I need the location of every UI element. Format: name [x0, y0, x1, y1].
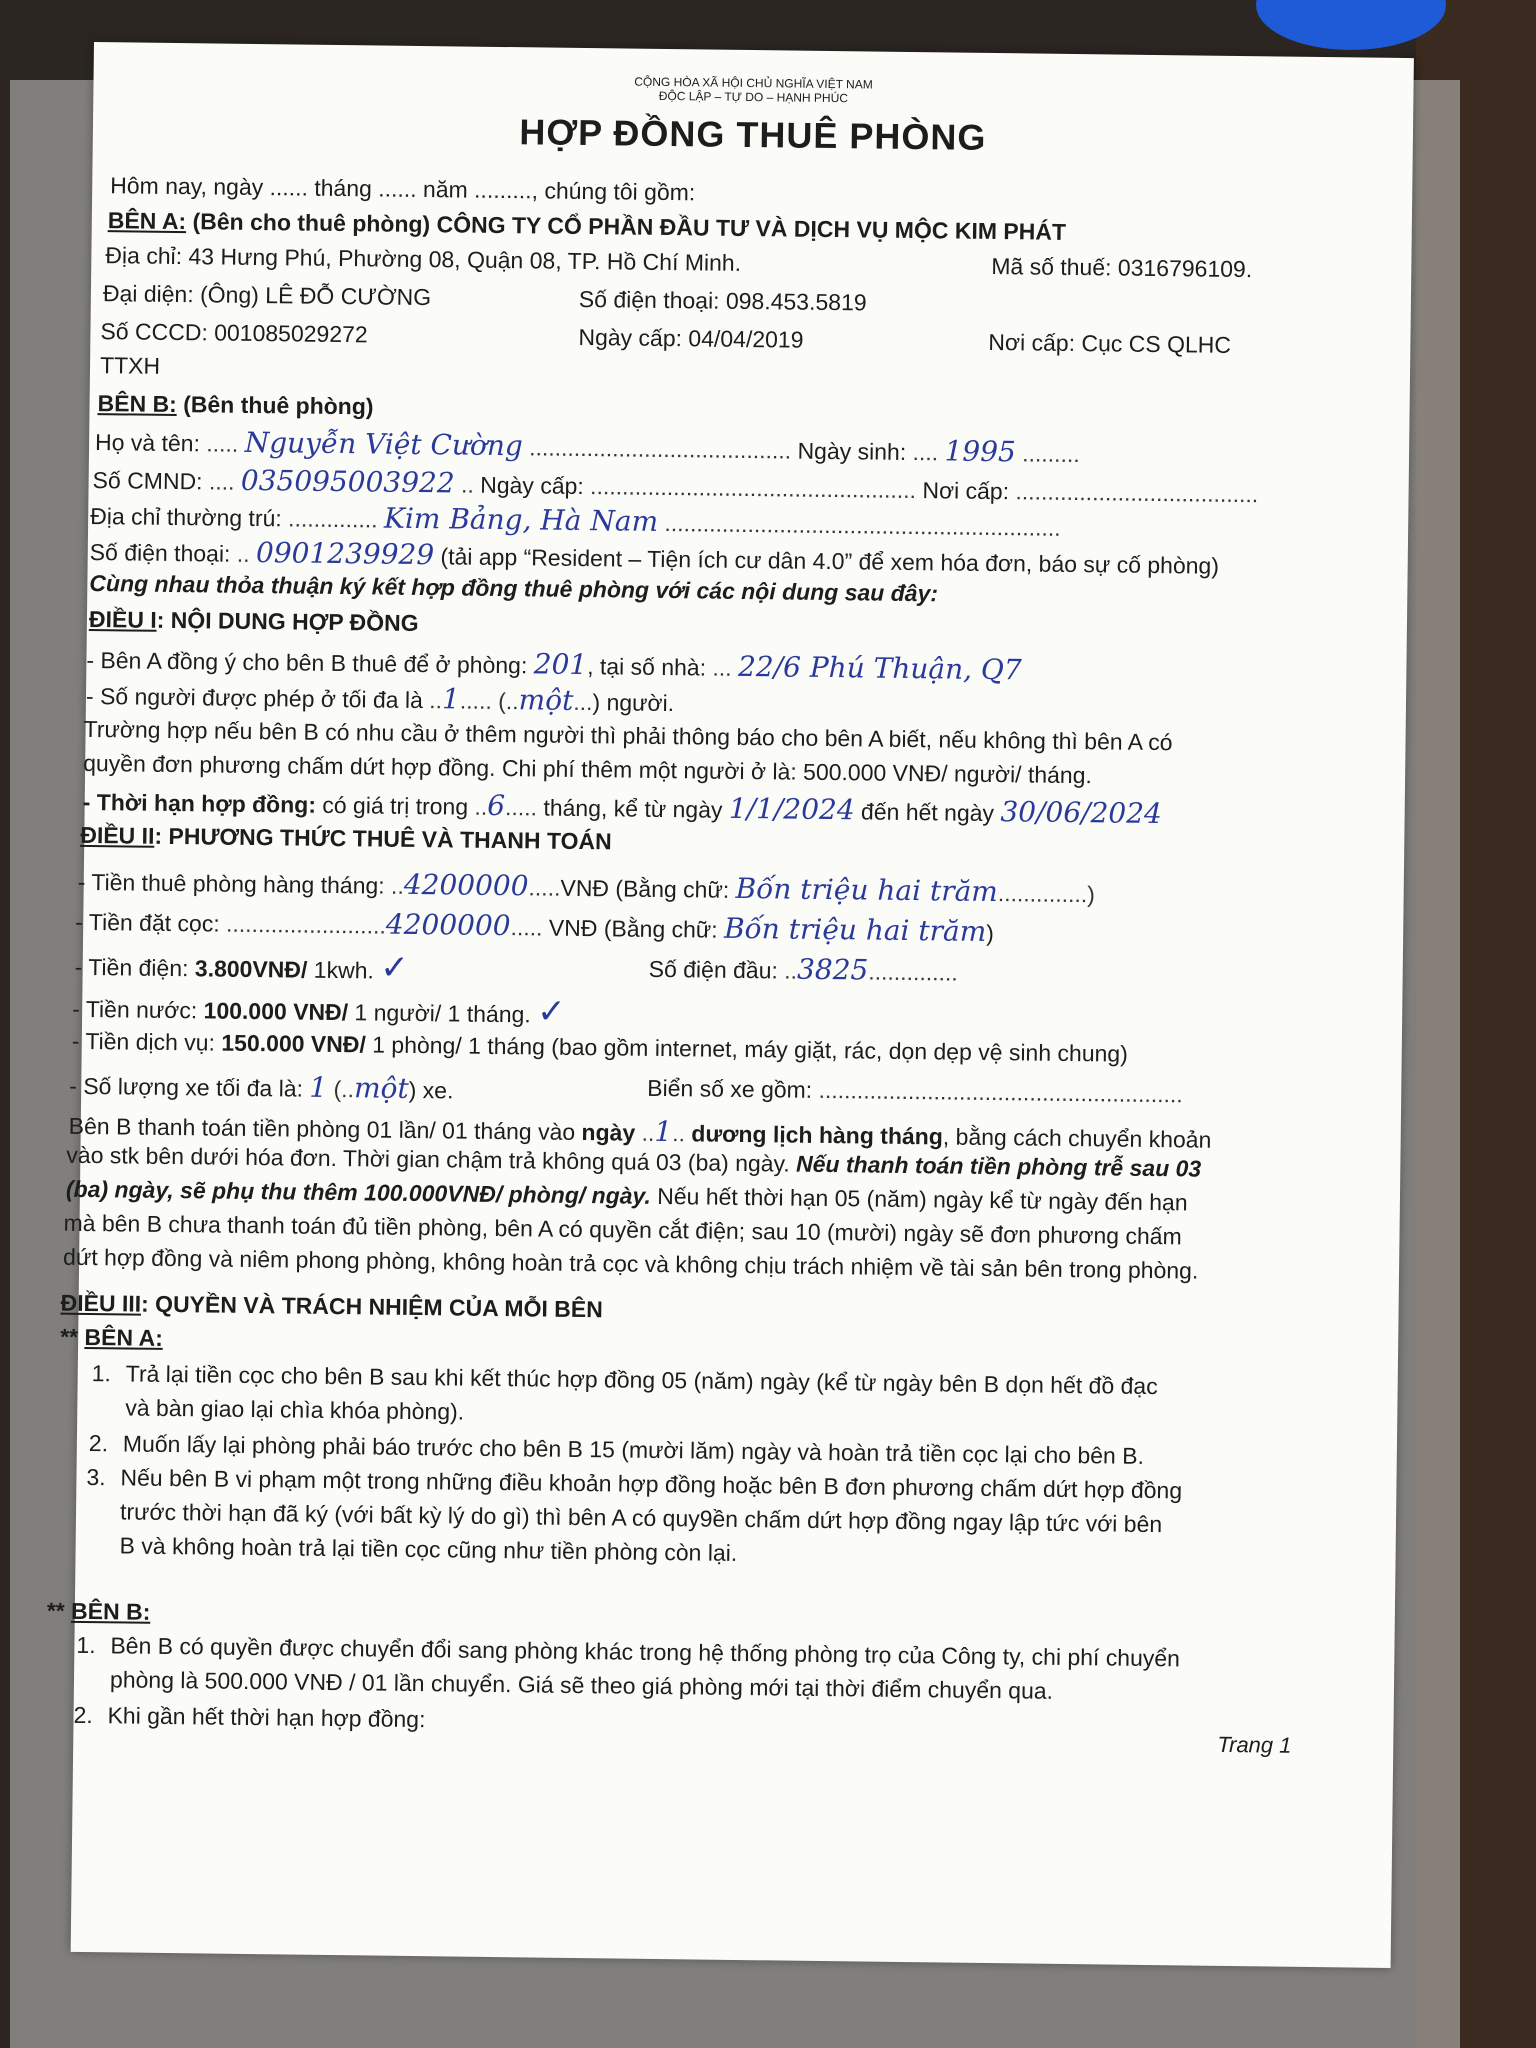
rent-label: - Tiền thuê phòng hàng tháng: [77, 868, 385, 899]
vehicles-row: - Số lượng xe tối đa là: 1 (..một) xe. [69, 1070, 454, 1105]
room-label: - Bên A đồng ý cho bên B thuê để ở phòng: [86, 646, 528, 679]
phone-note: (tải app “Resident – Tiện ích cư dân 4.0” để xem hóa đơn, báo sự cố phòng) [440, 543, 1220, 579]
b2-line-1: Khi gần hết thời hạn hợp đồng: [107, 1702, 426, 1733]
rent-words-label: VNĐ (Bằng chữ: [560, 874, 730, 903]
people-handwritten: 1 [441, 682, 461, 716]
checkmark-icon: ✓ [380, 948, 410, 987]
dob-label: Ngày sinh: [797, 437, 907, 465]
service-label: - Tiền dịch vụ: [71, 1027, 216, 1056]
motto: ĐỘC LẬP – TỰ DO – HẠNH PHÚC [658, 88, 849, 106]
electricity-label: - Tiền điện: [74, 953, 189, 982]
people-suffix: ) người. [592, 689, 675, 717]
term-from: tháng, kể từ ngày [543, 794, 723, 823]
rent-handwritten: 4200000 [403, 867, 529, 903]
a1-line-1: Trả lại tiền cọc cho bên B sau khi kết thúc hợp đồng 05 (năm) ngày (kể từ ngày bên B dọn hết đồ đạc [125, 1360, 1158, 1400]
payment-text: Bên B thanh toán tiền phòng 01 lần/ 01 tháng vào [68, 1112, 576, 1145]
b1-line-1: Bên B có quyền được chuyển đổi sang phòng khác trong hệ thống phòng trọ của Công ty, chi phí chuyển [110, 1632, 1181, 1672]
article-2-num: ĐIỀU II [80, 821, 155, 849]
water-row [72, 986, 566, 1032]
room-row: - Bên A đồng ý cho bên B thuê để ở phòng: 201, tại số nhà: ... 22/6 Phú Thuận, Q7 [86, 646, 1022, 687]
a2-line-1: Muốn lấy lại phòng phải báo trước cho bên B 15 (mười lăm) ngày và hoàn trả tiền cọc lại cho bên B. [122, 1430, 1145, 1469]
payment-line-1: Bên B thanh toán tiền phòng 01 lần/ 01 tháng vào ngày ..1.. dương lịch hàng tháng, bằng cách chuyển khoản [68, 1112, 1212, 1153]
address-handwritten: Kim Bảng, Hà Nam [383, 501, 659, 538]
party-a-issue-place-cont: TTXH [99, 352, 161, 379]
term-row: - Thời hạn hợp đồng: có giá trị trong ..6..... tháng, kể từ ngày 1/1/2024 đến hết ngày 30/06/2024 [82, 788, 1163, 831]
b1-num: 1. [76, 1631, 96, 1659]
payment-text: dương lịch hàng tháng [691, 1120, 944, 1150]
plates-label: Biển số xe gồm: [647, 1074, 813, 1103]
party-a-section-label: BÊN A: [84, 1323, 164, 1351]
case-line-1: Trường hợp nếu bên B có nhu cầu ở thêm người thì phải thông báo cho bên A biết, nếu không thì bên A có [83, 715, 1173, 756]
term-text: có giá trị trong [322, 791, 469, 820]
payment-text: Nếu hết thời hạn 05 (năm) ngày kể từ ngày đến hạn [657, 1182, 1188, 1216]
party-a-section: ** BÊN A: [60, 1323, 164, 1351]
article-2-heading [80, 822, 612, 855]
party-a-label: BÊN A: [107, 207, 187, 235]
page-title: HỢP ĐỒNG THUÊ PHÒNG [519, 111, 987, 158]
payday-handwritten: 1 [654, 1114, 673, 1149]
intro-line: Hôm nay, ngày ...... tháng ...... năm ........., chúng tôi gồm: [110, 172, 696, 206]
term-to: đến hết ngày [860, 798, 995, 827]
party-a-phone: Số điện thoại: 098.453.5819 [578, 285, 867, 316]
phone-handwritten: 0901239929 [255, 536, 435, 572]
service-value: 150.000 VNĐ/ [221, 1029, 366, 1058]
party-b-phone-row: Số điện thoại: .. 0901239929 (tải app “Resident – Tiện ích cư dân 4.0” để xem hóa đơn, báo sự cố phòng) [89, 536, 1220, 579]
party-b-desc: (Bên thuê phòng) [183, 391, 374, 420]
payment-text: , bằng cách chuyển khoản [942, 1123, 1212, 1153]
agreement-line: Cùng nhau thỏa thuận ký kết hợp đồng thuê phòng với các nội dung sau đây: [89, 569, 939, 607]
a2-num: 2. [88, 1430, 109, 1457]
water-unit: 1 người/ 1 tháng. [354, 999, 531, 1028]
meter-handwritten: 3825 [796, 952, 869, 987]
case-line-2: quyền đơn phương chấm dứt hợp đồng. Chi phí thêm một người ở là: 500.000 VNĐ/ người/ tháng. [83, 749, 1093, 789]
party-a-issue-date: Ngày cấp: 04/04/2019 [578, 323, 804, 353]
party-a-address: Địa chỉ: 43 Hưng Phú, Phường 08, Quận 08, TP. Hồ Chí Minh. [105, 242, 742, 276]
party-a-line [108, 207, 1066, 246]
dob-handwritten: 1995 [944, 434, 1017, 469]
rent-words-handwritten: Bốn triệu hai trăm [735, 871, 999, 909]
id-handwritten: 035095003922 [240, 463, 455, 500]
term-end-handwritten: 30/06/2024 [1000, 795, 1163, 831]
water-value: 100.000 VNĐ/ [203, 997, 349, 1026]
party-a-id: Số CCCD: 001085029272 [100, 318, 368, 348]
payment-text: ngày [581, 1119, 636, 1146]
party-b-label: BÊN B: [97, 390, 177, 418]
a1-num: 1. [91, 1360, 112, 1387]
electricity-value: 3.800VNĐ/ [194, 955, 308, 983]
payment-line-4: mà bên B chưa thanh toán đủ tiền phòng, bên A có quyền cắt điện; sau 10 (mười) ngày sẽ đơn phương chấm [63, 1209, 1182, 1250]
a3-num: 3. [86, 1464, 106, 1491]
id-label: Số CMND: [92, 467, 203, 495]
party-b-name-row: Họ và tên: ..... Nguyễn Việt Cường ......................................... Ngày sinh: .... 1995 ......... [94, 425, 1080, 469]
phone-label: Số điện thoại: [89, 538, 231, 567]
name-handwritten: Nguyễn Việt Cường [244, 425, 524, 463]
page-number: Trang 1 [1217, 1731, 1292, 1758]
electricity-unit: 1kwh. [313, 956, 375, 984]
name-label: Họ và tên: [94, 429, 201, 457]
term-label: - Thời hạn hợp đồng: [82, 788, 317, 818]
article-3-heading [60, 1290, 603, 1324]
party-b-id-row: Số CMND: .... 035095003922 .. Ngày cấp: ................................................... Nơi cấp: ...................................... [92, 463, 1259, 508]
b2-num: 2. [73, 1701, 93, 1729]
deposit-row: - Tiền đặt cọc: .........................4200000..... VNĐ (Bằng chữ: Bốn triệu hai trăm) [75, 907, 995, 948]
vehicles-label: - Số lượng xe tối đa là: [69, 1072, 304, 1102]
rent-row: - Tiền thuê phòng hàng tháng: ..4200000.....VNĐ (Bằng chữ: Bốn triệu hai trăm..............) [77, 867, 1096, 909]
a3-line-3: B và không hoàn trả lại tiền cọc cũng như tiền phòng còn lại. [119, 1532, 738, 1566]
service-unit: 1 phòng/ 1 tháng (bao gồm internet, máy giặt, rác, dọn dẹp vệ sinh chung) [372, 1031, 1128, 1067]
payment-line-3 [66, 1176, 1188, 1217]
room-handwritten: 201 [533, 647, 588, 682]
party-b-section: ** BÊN B: [46, 1597, 151, 1625]
contract-page [46, 42, 1414, 1968]
party-a-tax: Mã số thuế: 0316796109. [991, 252, 1253, 283]
b1-line-2: phòng là 500.000 VNĐ / 01 lần chuyển. Giá sẽ theo giá phòng mới tại thời điểm chuyển qua. [109, 1666, 1054, 1704]
service-row [72, 1028, 1128, 1068]
payment-text: (ba) ngày, sẽ phụ thu thêm 100.000VNĐ/ phòng/ ngày. [65, 1175, 651, 1209]
house-label: , tại số nhà: [587, 653, 707, 681]
meter-row: Số điện đầu: ..3825.............. [648, 952, 958, 987]
term-months-handwritten: 6 [487, 788, 506, 823]
article-3-title: : QUYỀN VÀ TRÁCH NHIỆM CỦA MỖI BÊN [140, 1290, 603, 1323]
deposit-handwritten: 4200000 [385, 907, 511, 943]
plates-row: Biển số xe gồm: ......................................................... [647, 1074, 1183, 1108]
payment-line-5: dứt hợp đồng và niêm phong phòng, không hoàn trả cọc và không chịu trách nhiệm về tài sản bên trong phòng. [62, 1243, 1199, 1284]
payment-text: vào stk bên dưới hóa đơn. Thời gian chậm trả không quá 03 (ba) ngày. [66, 1141, 790, 1177]
vehicles-handwritten: 1 [309, 1070, 328, 1104]
party-a-desc: (Bên cho thuê phòng) CÔNG TY CỔ PHẦN ĐẦU TƯ VÀ DỊCH VỤ MỘC KIM PHÁT [192, 208, 1067, 245]
article-1-heading [89, 606, 419, 637]
a3-line-2: trước thời hạn đã ký (với bất kỳ lý do gì) thì bên A có quy9ền chấm dứt hợp đồng ngay lập tức với bên [119, 1498, 1163, 1538]
deposit-words-label: VNĐ (Bằng chữ: [548, 914, 718, 943]
people-label: - Số người được phép ở tối đa là [85, 682, 424, 714]
meter-label: Số điện đầu: [648, 955, 779, 984]
house-handwritten: 22/6 Phú Thuận, Q7 [737, 649, 1022, 687]
a3-line-1: Nếu bên B vi phạm một trong những điều khoản hợp đồng hoặc bên B đơn phương chấm dứt hợp đồng [120, 1464, 1183, 1504]
party-a-issue-place: Nơi cấp: Cục CS QLHC [988, 328, 1232, 358]
people-row: - Số người được phép ở tối đa là ..1..... (..một...) người. [85, 682, 675, 717]
article-2-title: : PHƯƠNG THỨC THUÊ VÀ THANH TOÁN [154, 822, 612, 855]
people-words-handwritten: một [518, 683, 574, 717]
party-a-rep: Đại diện: (Ông) LÊ ĐỖ CƯỜNG [102, 280, 432, 311]
party-b-address-row: Địa chỉ thường trú: .............. Kim Bảng, Hà Nam .............................................................. [90, 501, 1061, 541]
id-date-label: Ngày cấp: [480, 471, 584, 500]
payment-text: Nếu thanh toán tiền phòng trễ sau 03 [795, 1150, 1202, 1182]
id-place-label: Nơi cấp: [922, 477, 1010, 505]
vehicles-suffix: ) xe. [408, 1076, 454, 1104]
article-3-num: ĐIỀU III [60, 1289, 142, 1317]
article-1-title: : NỘI DUNG HỢP ĐỒNG [156, 606, 419, 637]
republic-heading: CỘNG HÒA XÃ HỘI CHỦ NGHĨA VIỆT NAM [634, 74, 873, 92]
electricity-row [74, 944, 409, 988]
term-start-handwritten: 1/1/2024 [728, 791, 855, 827]
deposit-words-handwritten: Bốn triệu hai trăm [723, 911, 987, 948]
party-b-section-label: BÊN B: [70, 1597, 151, 1625]
vehicles-words-handwritten: một [353, 1071, 409, 1105]
water-label: - Tiền nước: [72, 995, 198, 1024]
deposit-label: - Tiền đặt cọc: [75, 908, 220, 937]
address-label: Địa chỉ thường trú: [90, 502, 282, 532]
a1-line-2: và bàn giao lại chìa khóa phòng). [125, 1394, 465, 1425]
checkmark-icon: ✓ [536, 992, 566, 1031]
party-b-line [97, 390, 373, 420]
article-1-num: ĐIỀU I [88, 605, 157, 633]
